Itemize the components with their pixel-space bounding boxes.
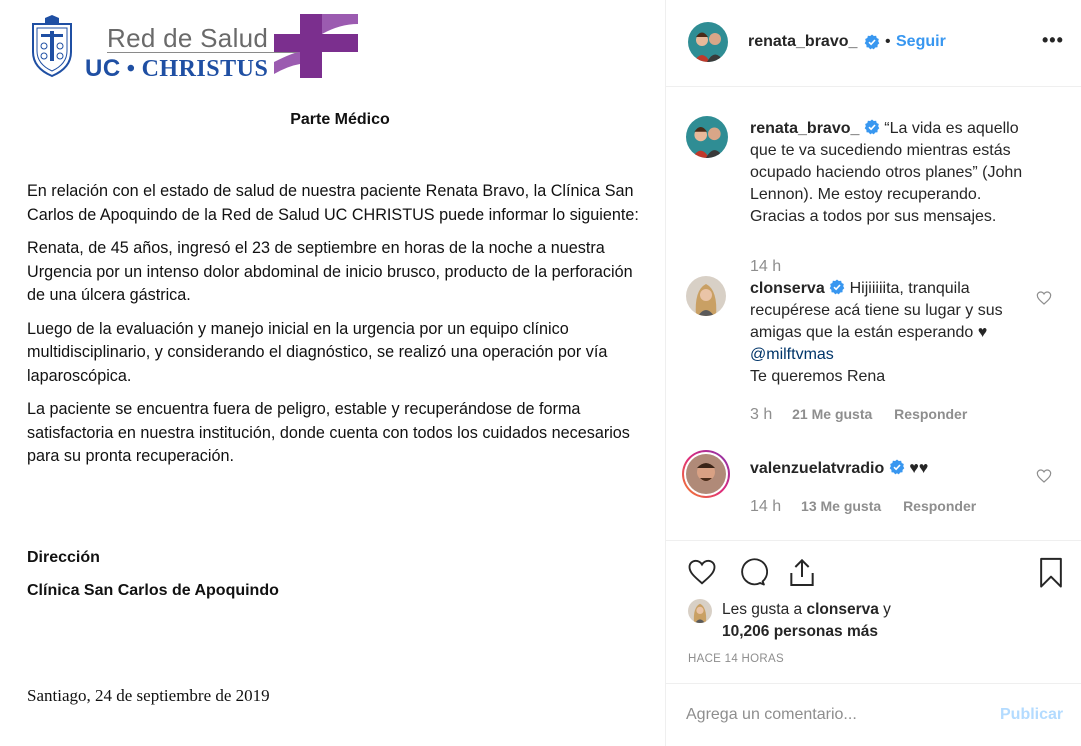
comment-meta [750, 498, 994, 516]
comment-like-heart-icon[interactable] [1036, 290, 1052, 306]
comment-mention-link[interactable]: @milftvmas [750, 346, 834, 363]
comment-time[interactable]: 14 h [750, 258, 782, 275]
reply-button[interactable]: Responder [903, 498, 977, 514]
comment-text [750, 458, 1040, 480]
verified-badge-icon [864, 34, 880, 50]
comment-input[interactable] [686, 702, 986, 728]
comment-time[interactable]: 14 h [750, 498, 782, 515]
verified-badge-icon [889, 459, 905, 475]
avatar-photo-icon [686, 276, 726, 316]
logo-uc-christus: UC • CHRISTUS [85, 55, 269, 82]
avatar-with-story-ring[interactable] [682, 450, 730, 498]
avatar[interactable] [686, 116, 728, 158]
comment-username[interactable]: valenzuelatvradio [750, 460, 885, 477]
comment-body: “La vida es aquello que te va sucediendo mientras estás ocupado haciendo otros planes” (John Lennon). Me estoy recuperando. Gracias a todos por sus mensajes. [750, 120, 1023, 225]
university-seal-icon [27, 14, 77, 78]
post-actions [666, 540, 1081, 680]
document-paragraph: Renata, de 45 años, ingresó el 23 de septiembre en horas de la noche a nuestra Urgencia por un intenso dolor abdominal de inicio brusco, producto de la perforación de una úlcera gástrica. [27, 239, 633, 304]
comment-username[interactable]: clonserva [750, 280, 825, 297]
comment-likes-count[interactable]: 21 Me gusta [792, 406, 873, 422]
comment-icon[interactable] [736, 557, 768, 587]
avatar[interactable] [686, 276, 726, 316]
reply-button[interactable]: Responder [894, 406, 968, 422]
logo-red-de-salud: Red de Salud [107, 24, 307, 53]
document-signature-clinic: Clínica San Carlos de Apoquindo [27, 582, 279, 599]
document-paragraph: Luego de la evaluación y manejo inicial en la urgencia por un equipo clínico multidisciplinario, y considerando el diagnóstico, se realizó una operación por vía laparoscópica. [27, 319, 608, 385]
document-body [27, 180, 652, 479]
heart-icon[interactable] [686, 557, 718, 587]
clinic-logo [27, 14, 307, 83]
document-paragraph: En relación con el estado de salud de nuestra paciente Renata Bravo, la Clínica San Carlos de Apoquindo de la Red de Salud UC CHRISTUS puede informar lo siguiente: [27, 182, 639, 224]
avatar-photo-icon [688, 599, 712, 623]
verified-badge-icon [829, 279, 845, 295]
comment-body: Hijiiiiita, tranquila recupérese acá tiene su lugar y sus amigas que la están esperando ♥ [750, 280, 1003, 341]
verified-badge-icon [864, 119, 880, 135]
post-header [666, 0, 1081, 87]
likes-others-count[interactable]: 10,206 personas más [722, 623, 878, 640]
share-icon[interactable] [786, 557, 818, 589]
comment-meta [750, 406, 985, 424]
document-paragraph: La paciente se encuentra fuera de peligro, estable y recuperándose de forma satisfactoria en nuestra institución, donde cuenta con todos los cuidados necesarios para su pronta recuperación. [27, 400, 630, 465]
comments-list[interactable] [666, 88, 1081, 540]
comment-body: ♥♥ [909, 460, 929, 477]
comment-meta [750, 258, 797, 276]
document-date: Santiago, 24 de septiembre de 2019 [27, 686, 270, 705]
post-timestamp[interactable]: HACE 14 HORAS [688, 653, 784, 665]
avatar[interactable] [688, 22, 728, 62]
bookmark-icon[interactable] [1038, 557, 1064, 589]
header-separator: • [885, 33, 891, 50]
liked-by-username[interactable]: clonserva [806, 601, 879, 618]
comment-likes-count[interactable]: 13 Me gusta [801, 498, 882, 514]
more-options-icon[interactable]: ••• [1042, 30, 1064, 50]
comment-body-continued: Te queremos Rena [750, 368, 886, 385]
document-title: Parte Médico [290, 111, 390, 128]
post-author-username[interactable]: renata_bravo_ [748, 33, 858, 50]
publish-button[interactable]: Publicar [1000, 706, 1064, 723]
avatar[interactable] [688, 599, 712, 623]
follow-button[interactable]: Seguir [896, 33, 946, 50]
christus-cross-icon [274, 14, 358, 78]
comment-time[interactable]: 3 h [750, 406, 773, 423]
avatar-photo-icon [686, 116, 728, 158]
post-sidebar [665, 0, 1081, 746]
comment-like-heart-icon[interactable] [1036, 468, 1052, 484]
avatar-photo-icon [688, 22, 728, 62]
add-comment-bar [666, 683, 1081, 746]
caption-text [750, 118, 1040, 228]
document-signature-direction: Dirección [27, 549, 100, 566]
avatar-photo-icon [686, 454, 726, 494]
comment-username[interactable]: renata_bravo_ [750, 120, 860, 137]
comment-text [750, 278, 1040, 388]
likes-text: Les gusta a clonserva y 10,206 personas más [722, 601, 891, 640]
